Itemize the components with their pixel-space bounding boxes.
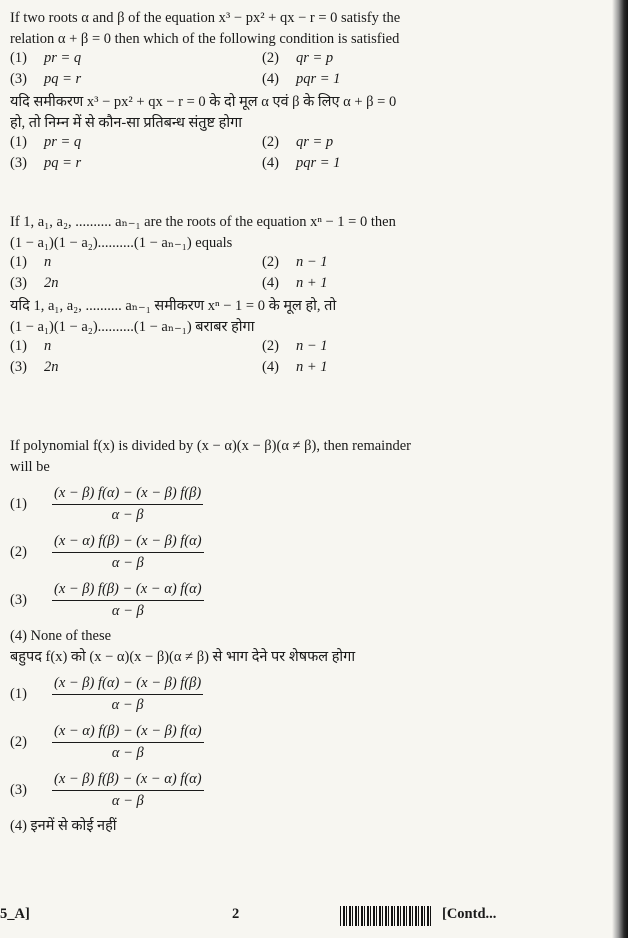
denominator: α − β — [111, 554, 144, 571]
numerator: (x − α) f(β) − (x − β) f(α) — [52, 723, 204, 743]
option-text: n + 1 — [296, 275, 328, 292]
option-number: (1) — [10, 50, 27, 67]
option-number: (1) — [10, 338, 27, 355]
q3-english-line-2: will be — [10, 459, 50, 476]
denominator: α − β — [111, 792, 144, 809]
q1-english-line-2: relation α + β = 0 then which of the following condition is satisfied — [10, 31, 400, 48]
option-text: n − 1 — [296, 254, 328, 271]
fraction — [52, 533, 204, 572]
q2-hindi-line-2: (1 − a₁)(1 − a₂)..........(1 − aₙ₋₁) बराबर होगा — [10, 319, 255, 336]
option-number: (3) — [10, 155, 27, 172]
paper-code: 5_A] — [0, 906, 30, 922]
option-text: 2n — [44, 275, 59, 292]
option-number: (3) — [10, 275, 27, 292]
option-number: (2) — [10, 543, 27, 560]
fraction — [52, 723, 204, 762]
fraction — [52, 581, 204, 620]
q1-english-options-row-1 — [10, 50, 610, 71]
option-number: (4) — [262, 359, 279, 376]
question-1 — [10, 8, 610, 176]
q2-hindi-line-1: यदि 1, a₁, a₂, .......... aₙ₋₁ समीकरण xⁿ − 1 = 0 के मूल हो, तो — [10, 298, 337, 315]
option-number: (3) — [10, 71, 27, 88]
numerator: (x − α) f(β) − (x − β) f(α) — [52, 533, 204, 553]
option-number: (2) — [10, 733, 27, 750]
q2-english-line-2: (1 − a₁)(1 − a₂)..........(1 − aₙ₋₁) equals — [10, 235, 233, 252]
option-text: n − 1 — [296, 338, 328, 355]
option-number: (2) — [262, 254, 279, 271]
fraction — [52, 485, 203, 524]
q2-english-line-1: If 1, a₁, a₂, .......... aₙ₋₁ are the roots of the equation xⁿ − 1 = 0 then — [10, 214, 396, 230]
q1-english-line-1: If two roots α and β of the equation x³ − px² + qx − r = 0 satisfy the — [10, 10, 401, 26]
q3-hindi-option-4: (4) इनमें से कोई नहीं — [10, 818, 117, 835]
denominator: α − β — [111, 696, 144, 713]
numerator: (x − β) f(α) − (x − β) f(β) — [52, 675, 203, 695]
option-text: pq = r — [44, 155, 82, 172]
q3-hindi-option-1 — [10, 672, 610, 716]
question-2 — [10, 212, 610, 380]
option-text: 2n — [44, 359, 59, 376]
q1-hindi-options-row-1 — [10, 134, 610, 155]
option-number: (4) — [262, 155, 279, 172]
option-number: (1) — [10, 495, 27, 512]
q1-hindi-options-row-2 — [10, 155, 610, 176]
q3-english-option-3 — [10, 578, 610, 622]
q3-hindi-option-3 — [10, 768, 610, 812]
option-text: n — [44, 338, 52, 355]
option-number: (3) — [10, 591, 27, 608]
fraction — [52, 675, 203, 714]
q2-english-options-row-2 — [10, 275, 610, 296]
option-number: (1) — [10, 685, 27, 702]
option-number: (3) — [10, 781, 27, 798]
option-text: n + 1 — [296, 359, 328, 376]
option-text: pq = r — [44, 71, 82, 88]
fraction — [52, 771, 204, 810]
option-text: pr = q — [44, 134, 82, 151]
option-text: n — [44, 254, 52, 271]
option-text: qr = p — [296, 134, 334, 151]
option-number: (2) — [262, 50, 279, 67]
q3-english-line-1: If polynomial f(x) is divided by (x − α)(x − β)(α ≠ β), then remainder — [10, 438, 411, 454]
numerator: (x − β) f(β) − (x − α) f(α) — [52, 771, 204, 791]
q2-hindi-options-row-2 — [10, 359, 610, 380]
option-number: (2) — [262, 338, 279, 355]
page-number: 2 — [232, 906, 240, 922]
numerator: (x − β) f(β) − (x − α) f(α) — [52, 581, 204, 601]
q3-english-option-2 — [10, 530, 610, 574]
barcode-icon — [340, 906, 432, 926]
option-number: (4) — [262, 275, 279, 292]
question-3 — [10, 436, 610, 837]
denominator: α − β — [111, 744, 144, 761]
q3-hindi-option-2 — [10, 720, 610, 764]
continued-label: [Contd... — [442, 906, 497, 922]
option-text: qr = p — [296, 50, 334, 67]
page-footer — [0, 904, 612, 928]
q1-hindi-line-2: हो, तो निम्न में से कौन-सा प्रतिबन्ध संतुष्ट होगा — [10, 115, 243, 132]
page-edge-shadow — [612, 0, 628, 938]
option-number: (4) — [262, 71, 279, 88]
option-number: (1) — [10, 134, 27, 151]
option-number: (3) — [10, 359, 27, 376]
q3-english-option-4: (4) None of these — [10, 628, 112, 645]
numerator: (x − β) f(α) − (x − β) f(β) — [52, 485, 203, 505]
q3-english-option-1 — [10, 482, 610, 526]
option-text: pqr = 1 — [296, 155, 341, 172]
option-text: pr = q — [44, 50, 82, 67]
denominator: α − β — [111, 602, 144, 619]
option-text: pqr = 1 — [296, 71, 341, 88]
q2-english-options-row-1 — [10, 254, 610, 275]
denominator: α − β — [111, 506, 144, 523]
option-number: (1) — [10, 254, 27, 271]
option-number: (2) — [262, 134, 279, 151]
q2-hindi-options-row-1 — [10, 338, 610, 359]
q1-english-options-row-2 — [10, 71, 610, 92]
q3-hindi-line-1: बहुपद f(x) को (x − α)(x − β)(α ≠ β) से भाग देने पर शेषफल होगा — [10, 649, 356, 666]
q1-hindi-line-1: यदि समीकरण x³ − px² + qx − r = 0 के दो मूल α एवं β के लिए α + β = 0 — [10, 94, 397, 111]
